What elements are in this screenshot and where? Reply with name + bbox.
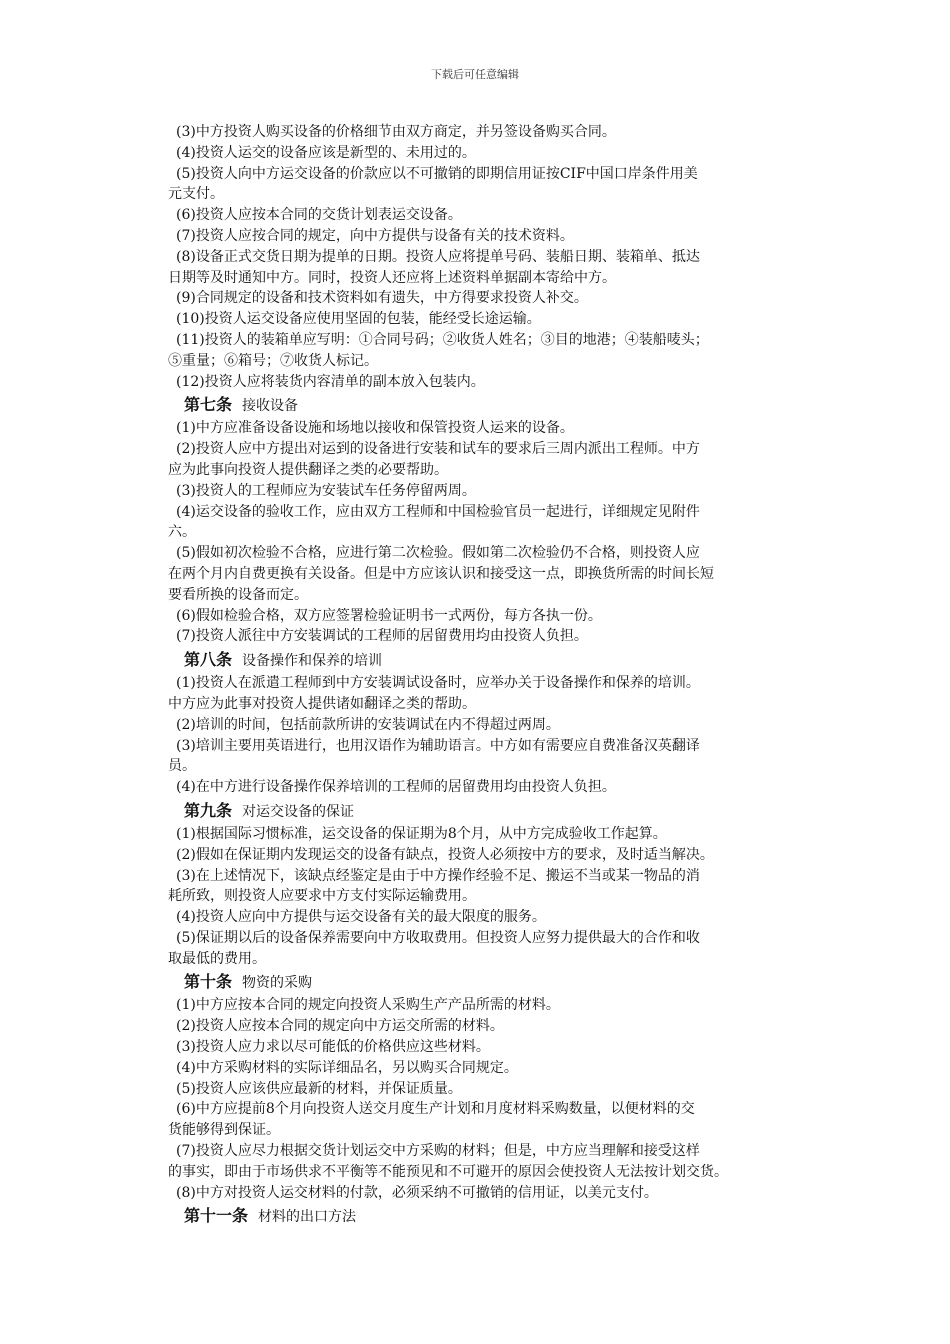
clause-paragraph [172,1183,812,1204]
article-title: 材料的出口方法 [258,1209,357,1226]
clause-paragraph [172,1016,812,1037]
clause-paragraph [172,995,812,1016]
paragraph-line: (3)中方投资人购买设备的价格细节由双方商定，并另签设备购买合同。 [176,124,616,140]
clause-paragraph [172,481,812,502]
paragraph-line: (9)合同规定的设备和技术资料如有遗失，中方得要求投资人补交。 [176,290,588,307]
clause-paragraph [172,1079,812,1100]
document-body [168,122,812,1229]
article-number: 第七条 [184,395,233,415]
article-heading [172,799,812,824]
clause-paragraph [172,309,812,330]
paragraph-line: 的事实，即由于市场供求不平衡等不能预见和不可避开的原因会使投资人无法按计划交货。 [168,1163,728,1180]
clause-paragraph [168,736,812,778]
clause-paragraph [172,372,812,393]
clause-paragraph [172,777,812,798]
paragraph-line: (1)中方应按本合同的规定向投资人采购生产产品所需的材料。 [176,997,560,1014]
paragraph-line: (6)中方应提前8个月向投资人送交月度生产计划和月度材料采购数量，以便材料的交 [176,1101,695,1118]
paragraph-line: ⑤重量；⑥箱号；⑦收货人标记。 [168,352,378,369]
paragraph-line: (1)投资人在派遣工程师到中方安装调试设备时，应举办关于设备操作和保养的培训。 [176,675,700,692]
clause-paragraph [172,1037,812,1058]
clause-paragraph [172,418,812,439]
paragraph-line: (4)投资人应向中方提供与运交设备有关的最大限度的服务。 [176,909,546,926]
paragraph-line: 取最低的费用。 [168,950,266,967]
paragraph-line: 员。 [168,758,196,775]
paragraph-line: (7)投资人应尽力根据交货计划运交中方采购的材料；但是，中方应当理解和接受这样 [176,1143,700,1160]
article-heading [172,1204,812,1229]
paragraph-line: (4)中方采购材料的实际详细品名，另以购买合同规定。 [176,1059,518,1076]
paragraph-line: 应为此事向投资人提供翻译之类的必要帮助。 [168,461,448,478]
clause-paragraph [168,928,812,970]
clause-paragraph [172,143,812,164]
paragraph-line: (5)投资人应该供应最新的材料，并保证质量。 [176,1080,462,1097]
paragraph-line: (2)投资人应按本合同的规定向中方运交所需的材料。 [176,1018,504,1035]
clause-paragraph [172,824,812,845]
clause-paragraph [172,226,812,247]
paragraph-line: (7)投资人派往中方安装调试的工程师的居留费用均由投资人负担。 [176,628,588,645]
paragraph-line: 元支付。 [168,186,224,203]
paragraph-line: (3)在上述情况下，该缺点经鉴定是由于中方操作经验不足、搬运不当或某一物品的消 [176,867,700,884]
page-header: 下载后可任意编辑 [431,68,519,81]
paragraph-line: (2)投资人应中方提出对运到的设备进行安装和试车的要求后三周内派出工程师。中方 [176,441,700,458]
article-title: 设备操作和保养的培训 [242,653,383,670]
article-number: 第八条 [184,650,233,670]
paragraph-line: (10)投资人运交设备应使用坚固的包装，能经受长途运输。 [176,311,541,328]
clause-paragraph [172,122,812,143]
paragraph-line: (2)培训的时间，包括前款所讲的安装调试在内不得超过两周。 [176,716,560,733]
paragraph-line: (6)投资人应按本合同的交货计划表运交设备。 [176,207,462,224]
clause-paragraph [172,205,812,226]
article-number: 第十条 [184,972,233,992]
clause-paragraph [168,330,812,372]
paragraph-line: (4)运交设备的验收工作，应由双方工程师和中国检验官员一起进行，详细规定见附件 [176,503,700,520]
paragraph-line: (8)中方对投资人运交材料的付款，必须采纳不可撤销的信用证，以美元支付。 [176,1184,658,1201]
paragraph-line: (3)投资人应力求以尽可能低的价格供应这些材料。 [176,1039,490,1056]
clause-paragraph [168,1141,812,1183]
clause-paragraph [172,606,812,627]
paragraph-line: 耗所致，则投资人应要求中方支付实际运输费用。 [168,888,476,905]
clause-paragraph [172,626,812,647]
paragraph-line: 货能够得到保证。 [168,1122,280,1139]
clause-paragraph [172,1058,812,1079]
paragraph-line: (1)根据国际习惯标准，运交设备的保证期为8个月，从中方完成验收工作起算。 [176,825,667,842]
paragraph-line: (5)保证期以后的设备保养需要向中方收取费用。但投资人应努力提供最大的合作和收 [176,929,700,946]
clause-paragraph [172,845,812,866]
paragraph-line: (11)投资人的装箱单应写明：①合同号码；②收货人姓名；③目的地港；④装船唛头； [176,331,709,348]
paragraph-line: 日期等及时通知中方。同时，投资人还应将上述资料单据副本寄给中方。 [168,269,616,286]
paragraph-line: (4)投资人运交的设备应该是新型的、未用过的。 [176,144,476,161]
clause-paragraph [168,502,812,544]
article-title: 接收设备 [242,398,299,415]
paragraph-line: (12)投资人应将装货内容清单的副本放入包装内。 [176,373,485,390]
paragraph-line: 六。 [168,524,196,541]
clause-paragraph [172,715,812,736]
paragraph-line: (4)在中方进行设备操作保养培训的工程师的居留费用均由投资人负担。 [176,779,616,796]
paragraph-line: (3)投资人的工程师应为安装试车任务停留两周。 [176,482,476,499]
article-title: 物资的采购 [242,975,313,992]
clause-paragraph [168,543,812,605]
paragraph-line: (5)假如初次检验不合格，应进行第二次检验。假如第二次检验仍不合格，则投资人应 [176,545,700,562]
clause-paragraph [168,439,812,481]
clause-paragraph [172,907,812,928]
clause-paragraph [168,673,812,715]
paragraph-line: (3)培训主要用英语进行，也用汉语作为辅助语言。中方如有需要应自费准备汉英翻译 [176,737,700,754]
article-number: 第十一条 [184,1206,249,1226]
article-heading [172,648,812,673]
article-number: 第九条 [184,800,233,820]
article-heading [172,970,812,995]
article-title: 对运交设备的保证 [242,803,355,820]
clause-paragraph [168,866,812,908]
paragraph-line: 中方应为此事对投资人提供诸如翻译之类的帮助。 [168,695,476,712]
paragraph-line: (8)设备正式交货日期为提单的日期。投资人应将提单号码、装船日期、装箱单、抵达 [176,248,700,265]
clause-paragraph [172,288,812,309]
clause-paragraph [168,247,812,289]
clause-paragraph [168,164,812,206]
article-heading [172,393,812,418]
paragraph-line: 在两个月内自费更换有关设备。但是中方应该认识和接受这一点，即换货所需的时间长短 [168,565,714,582]
paragraph-line: (6)假如检验合格，双方应签署检验证明书一式两份，每方各执一份。 [176,607,602,624]
paragraph-line: (1)中方应准备设备设施和场地以接收和保管投资人运来的设备。 [176,420,574,437]
paragraph-line: (5)投资人向中方运交设备的价款应以不可撤销的即期信用证按CIF中国口岸条件用美 [176,165,698,182]
paragraph-line: 要看所换的设备而定。 [168,586,308,603]
clause-paragraph [168,1099,812,1141]
paragraph-line: (7)投资人应按合同的规定，向中方提供与设备有关的技术资料。 [176,227,574,244]
paragraph-line: (2)假如在保证期内发现运交的设备有缺点，投资人必须按中方的要求，及时适当解决。 [176,846,714,863]
